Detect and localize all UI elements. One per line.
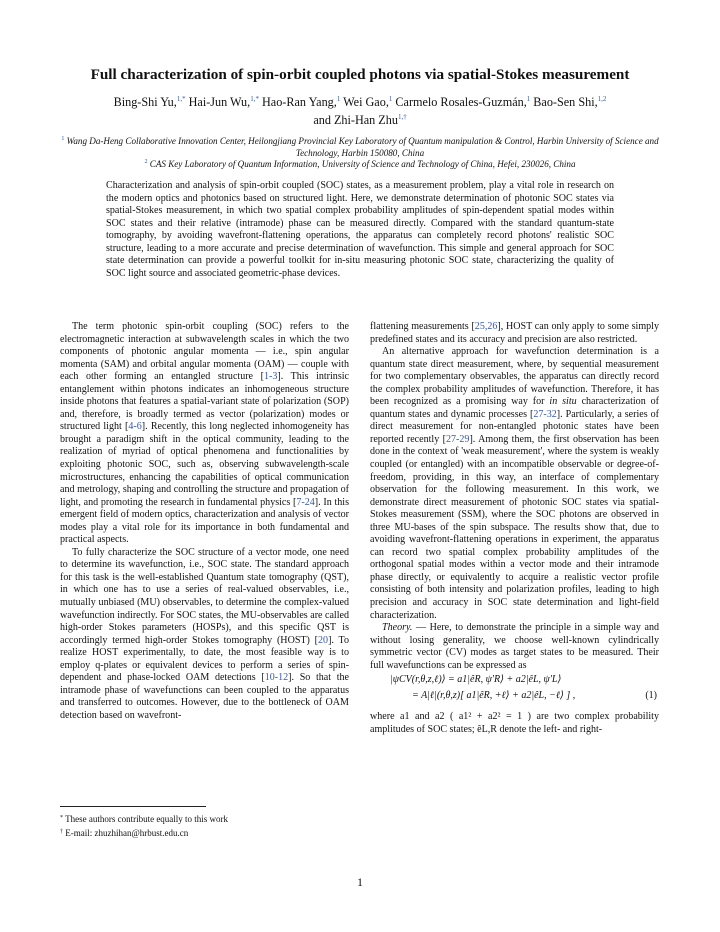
section-heading: Theory. bbox=[382, 622, 413, 634]
affiliation: $^1$ Wang Da-Heng Collaborative Innovation Center, Heilongjiang Provincial Key Laboratory of Quantum manipulation & Control, Harbin University of Science and Technology, Harbin 150080, China bbox=[61, 136, 659, 158]
affiliations bbox=[50, 136, 670, 171]
author: and Zhi-Han Zhu$^{1,\dagger}$ bbox=[313, 113, 407, 127]
paragraph: Theory. — Here, to demonstrate the principle in a simple way and without losing generality, we choose well-known cylindrically symmetric vector (CV) modes as target states to be measured. Their full wavefunctions can be expressed as bbox=[370, 622, 659, 671]
footnote-divider bbox=[60, 806, 206, 807]
right-column bbox=[370, 321, 659, 736]
citation-link[interactable]: 27-29 bbox=[445, 433, 470, 445]
equation-line: |ψCV(r,θ,z,ℓ)⟩ = a1|êR, ψ′R⟩ + a2|êL, ψ′L⟩ bbox=[390, 674, 562, 686]
citation-link[interactable]: 27-32 bbox=[533, 408, 557, 420]
paragraph: To fully characterize the SOC structure of a vector mode, one need to determine its wavefunction, i.e., SOC state. The standard approach for this task is the well-established Quantum state tomography (QST), in which one has to use a series of real-valued observables, i.e., mutually unbiased (MU) observables, to determine the complex-valued wavefunction indirectly. For SOC states, the MU-observables are called high-order Stokes parameters (HOSPs), and this specific QST is accordingly termed high-order Stokes tomography (HOST) [20]. To realize HOST experimentally, to date, the most feasible way is to employ q-plates or equivalent devices to perform a series of spin-dependent and phase-locked OAM detections [10-12]. So that the intramode phase of wavefunctions can been coupled to the apparatus and transferred to outcomes. However, due to the bottleneck of OAM detection based on wavefront- bbox=[60, 546, 350, 721]
equation bbox=[370, 674, 659, 708]
paragraph: An alternative approach for wavefunction determination is a quantum state direct measurement, where, by sequential measurement for two complementary observables, the apparatus can directly record the complex probability amplitudes of wavefunction. Therefore, it has been recognized as a promising way for in situ characterization of quantum states and dynamic processes [27-32]. Particularly, a series of direct measurement for non-entangled photonic states have been reported recently [27-29]. Among them, the first observation has been done in the context of 'weak measurement', where the system is weakly coupled (or entangled) with an incompatible observable or degree-of-freedom, providing, in this way, an interface of complementary observation for the following measurement. In this work, we demonstrate direct measurement of photonic SOC states via spatial-Stokes measurement (SSM), where the SOC photons are observed in three MU-bases of the spin subspace. The results show that, due to avoiding wavefront-flattening operations in experiment, the apparatus can record two spatial complex probability amplitudes of the orthogonal spatial modes within a vector mode and their intramode phase directly, or equivalently to acquire a realistic vector profile consisting of both intensity and polarization profiles, leading to high precision and accuracy in SOC state determination and light-field characterization. bbox=[370, 346, 659, 621]
paragraph: flattening measurements [25,26], HOST can only apply to some simply predefined states and its accuracy and precision are also restricted. bbox=[370, 321, 659, 345]
page-number: 1 bbox=[357, 875, 363, 889]
paper-title: Full characterization of spin-orbit coupled photons via spatial-Stokes measurement bbox=[90, 66, 630, 83]
citation-link[interactable]: 1-3 bbox=[263, 371, 278, 383]
author: Bing-Shi Yu,$^{1,*}$ bbox=[113, 95, 186, 109]
author-list bbox=[40, 93, 680, 129]
citation-link[interactable]: 25,26 bbox=[474, 321, 498, 332]
footnote: † E-mail: zhuzhihan@hrbust.edu.cn bbox=[60, 828, 189, 838]
paragraph: The term photonic spin-orbit coupling (SOC) refers to the electromagnetic interaction at subwavelength scales in which the two components of photonic angular momenta — i.e., spin angular momenta (SAM) and orbital angular momenta (OAM) — couple with each other forming an entangled structure [1-3]. This intrinsic entanglement within photons indicates an inhomogeneous structure inside photons that features a spatial-variant state of polarization (SOP) and, therefore, is broadly termed as vector (polarization) modes or structured light [4-6]. Recently, this long neglected inhomogeneity has brought a paradigm shift in the optical community, leading to the realization of myriad of optical phenomena and functionalities by exploiting photonic SOC, such as, observing subwavelength-scale microstructures, enhancing the capabilities of optical communication and metrology, shaping and controlling the structure and propagation of light, and promoting the research in fundamental physics [7-24]. In this emergent field of modern optics, characterization and analysis of vector modes play a vital role for its importance in both fundamental and practical aspects. bbox=[60, 321, 350, 546]
author: Carmelo Rosales-Guzmán,$^1$ bbox=[395, 95, 531, 109]
equation-line: = A|ℓ|(r,θ,z)[ a1|êR, +ℓ⟩ + a2|êL, −ℓ⟩ ] , bbox=[412, 690, 576, 702]
citation-link[interactable]: 4-6 bbox=[128, 421, 142, 433]
equation-number: (1) bbox=[645, 690, 657, 702]
author: Hai-Jun Wu,$^{1,*}$ bbox=[188, 95, 259, 109]
citation-link[interactable]: 20 bbox=[318, 634, 329, 646]
left-column bbox=[60, 321, 349, 723]
abstract: Characterization and analysis of spin-orbit coupled (SOC) states, as a measurement problem, play a vital role in research on the modern optics and photonics based on structured light. Here, we demonstrate determination of photonic SOC states via spatial-Stokes measurement, in which two spatial complex probability amplitudes of spin-dependent spatial modes within SOC states and their relative (intramode) phase can be measured directly. Compared with the standard quantum-state tomography, by avoiding wavefront-flattening operations, the apparatus can completely record photons' realistic SOC structure, leading to a more accurate and precise determination of wavefunction. This simple and general approach for SOC state determination can provide a powerful toolkit for in-situ measuring photonic SOC state, characterizing the quality of SOC light source and associated geometric-phase devices. bbox=[106, 180, 614, 279]
citation-link[interactable]: 10-12 bbox=[264, 672, 289, 684]
author: Wei Gao,$^1$ bbox=[343, 95, 393, 109]
affiliation: $^2$ CAS Key Laboratory of Quantum Information, University of Science and Technology of China, Hefei, 230026, China bbox=[144, 159, 576, 170]
paragraph: where a1 and a2 ( a1² + a2² = 1 ) are two complex probability amplitudes of SOC states; êL,R denote the left- and right- bbox=[370, 711, 659, 735]
footnote: * These authors contribute equally to this work bbox=[60, 814, 229, 824]
author: Bao-Sen Shi,$^{1,2}$ bbox=[533, 95, 607, 109]
footnotes bbox=[60, 812, 360, 840]
citation-link[interactable]: 7-24 bbox=[296, 496, 315, 508]
author: Hao-Ran Yang,$^1$ bbox=[261, 95, 341, 109]
